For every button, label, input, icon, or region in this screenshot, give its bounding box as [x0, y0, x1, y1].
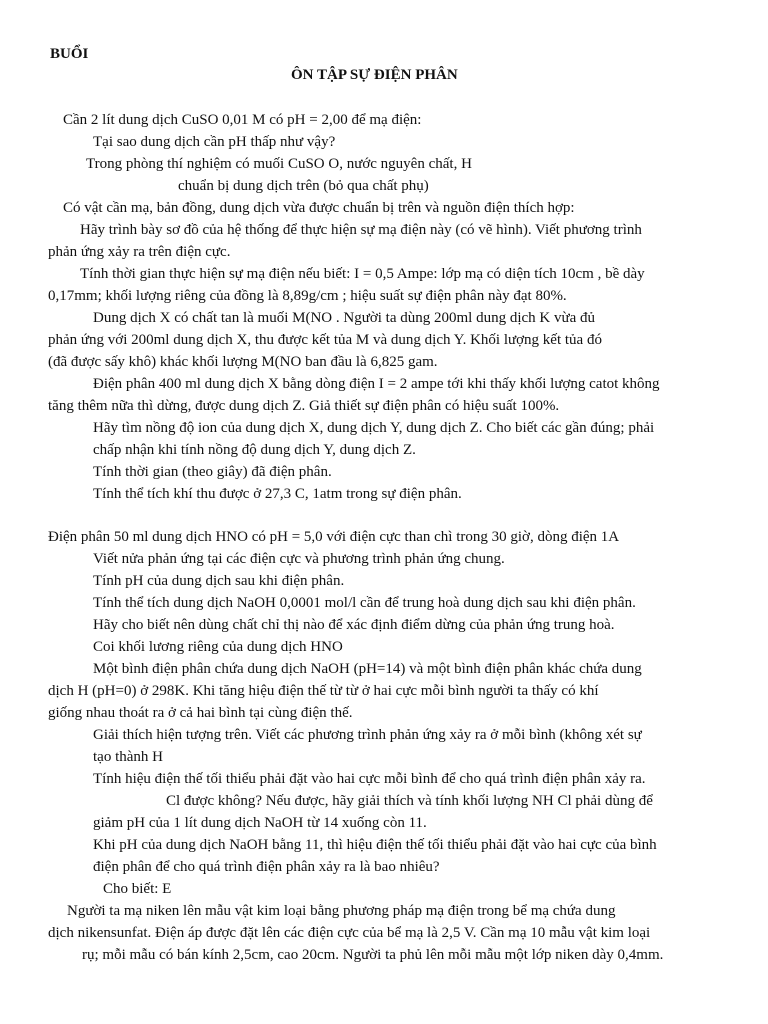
- text-line: điện phân để cho quá trình điện phân xảy ra là bao nhiêu?: [93, 859, 440, 875]
- text-line: tăng thêm nữa thì dừng, được dung dịch Z. Giả thiết sự điện phân có hiệu suất 100%.: [48, 398, 560, 414]
- text-line: phản ứng xảy ra trên điện cực.: [48, 244, 231, 260]
- text-line: giống nhau thoát ra ở cả hai bình tại cùng điện thế.: [48, 705, 353, 721]
- text-line: dịch nikensunfat. Điện áp được đặt lên các điện cực của bể mạ là 2,5 V. Cần mạ 10 mẫu vật kim loại: [48, 925, 651, 941]
- text-line: Hãy trình bày sơ đồ của hệ thống để thực hiện sự mạ điện này (có vẽ hình). Viết phương trình: [80, 222, 642, 238]
- text-line: Giải thích hiện tượng trên. Viết các phương trình phản ứng xảy ra ở mỗi bình (không xét sự: [93, 727, 642, 743]
- text-line: Tính thời gian (theo giây) đã điện phân.: [93, 464, 332, 480]
- text-line: Điện phân 50 ml dung dịch HNO có pH = 5,0 với điện cực than chì trong 30 giờ, dòng điện 1A: [48, 529, 620, 545]
- text-line: Hãy cho biết nên dùng chất chỉ thị nào để xác định điểm dừng của phản ứng trung hoà.: [93, 617, 615, 633]
- text-line: phản ứng với 200ml dung dịch X, thu được kết tủa M và dung dịch Y. Khối lượng kết tủa đó: [48, 332, 602, 348]
- text-line: Dung dịch X có chất tan là muối M(NO . Người ta dùng 200ml dung dịch K vừa đủ: [93, 310, 596, 326]
- text-line: Tính pH của dung dịch sau khi điện phân.: [93, 573, 345, 589]
- text-line: Khi pH của dung dịch NaOH bằng 11, thì hiệu điện thế tối thiểu phải đặt vào hai cực của bình: [93, 837, 657, 853]
- text-line: rụ; mỗi mẫu có bán kính 2,5cm, cao 20cm. Người ta phủ lên mỗi mẫu một lớp niken dày 0,4mm.: [82, 947, 664, 963]
- text-line: chuẩn bị dung dịch trên (bỏ qua chất phụ): [178, 178, 429, 194]
- text-line: Viết nửa phản ứng tại các điện cực và phương trình phản ứng chung.: [93, 551, 505, 567]
- text-line: Trong phòng thí nghiệm có muối CuSO O, nước nguyên chất, H: [86, 156, 472, 172]
- text-line: Tính thể tích khí thu được ở 27,3 C, 1atm trong sự điện phân.: [93, 486, 462, 502]
- text-line: dịch H (pH=0) ở 298K. Khi tăng hiệu điện thế từ từ ở hai cực mỗi bình người ta thấy có khí: [48, 683, 599, 699]
- text-line: Cần 2 lít dung dịch CuSO 0,01 M có pH = 2,00 để mạ điện:: [63, 112, 422, 128]
- text-line: Người ta mạ niken lên mẫu vật kim loại bằng phương pháp mạ điện trong bể mạ chứa dung: [67, 903, 616, 919]
- text-line: Điện phân 400 ml dung dịch X bằng dòng điện I = 2 ampe tới khi thấy khối lượng catot không: [93, 376, 660, 392]
- text-line: Tính hiệu điện thế tối thiểu phải đặt vào hai cực mỗi bình để cho quá trình điện phân xảy ra.: [93, 771, 646, 787]
- text-line: Cho biết: E: [103, 881, 172, 897]
- text-line: Hãy tìm nồng độ ion của dung dịch X, dung dịch Y, dung dịch Z. Cho biết các gần đúng; phải: [93, 420, 655, 436]
- text-line: Coi khối lương riêng của dung dịch HNO: [93, 639, 343, 655]
- text-line: Tính thể tích dung dịch NaOH 0,0001 mol/l cần để trung hoà dung dịch sau khi điện phân.: [93, 595, 636, 611]
- page-title: ÔN TẬP SỰ ĐIỆN PHÂN: [291, 67, 458, 83]
- text-line: tạo thành H: [93, 749, 163, 765]
- text-line: 0,17mm; khối lượng riêng của đồng là 8,89g/cm ; hiệu suất sự điện phân này đạt 80%.: [48, 288, 567, 304]
- text-line: Tính thời gian thực hiện sự mạ điện nếu biết: I = 0,5 Ampe: lớp mạ có diện tích 10cm , bề dày: [80, 266, 645, 282]
- text-line: Cl được không? Nếu được, hãy giải thích và tính khối lượng NH Cl phải dùng để: [166, 793, 653, 809]
- text-line: chấp nhận khi tính nồng độ dung dịch Y, dung dịch Z.: [93, 442, 416, 458]
- text-line: Có vật cần mạ, bản đồng, dung dịch vừa được chuẩn bị trên và nguồn điện thích hợp:: [63, 200, 575, 216]
- text-line: giảm pH của 1 lít dung dịch NaOH từ 14 xuống còn 11.: [93, 815, 427, 831]
- text-line: Tại sao dung dịch cần pH thấp như vậy?: [93, 134, 336, 150]
- text-line: (đã được sấy khô) khác khối lượng M(NO ban đầu là 6,825 gam.: [48, 354, 438, 370]
- text-line: Một bình điện phân chứa dung dịch NaOH (pH=14) và một bình điện phân khác chứa dung: [93, 661, 642, 677]
- session-heading: BUỔI: [50, 46, 89, 62]
